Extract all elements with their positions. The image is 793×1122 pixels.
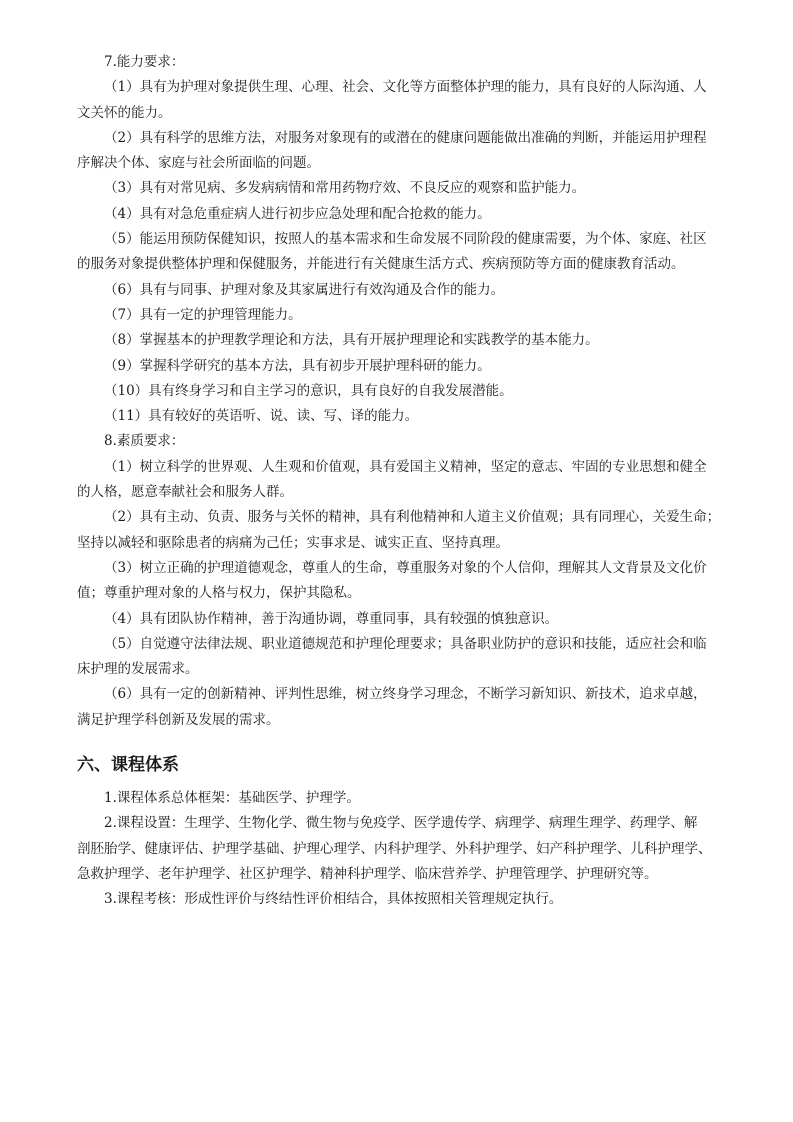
ability-title: 7.能力要求： — [104, 54, 185, 70]
ability-item-10: （10）具有终身学习和自主学习的意识，具有良好的自我发展潜能。 — [104, 382, 513, 399]
quality-item-1-cont: 的人格，愿意奉献社会和服务人群。 — [77, 484, 293, 501]
ability-item-3: （3）具有对常见病、多发病病情和常用药物疗效、不良反应的观察和监护能力。 — [104, 180, 586, 197]
quality-item-5: （5）自觉遵守法律法规、职业道德规范和护理伦理要求；具备职业防护的意识和技能，适应社会和临 — [104, 635, 707, 652]
quality-title: 8.素质要求： — [104, 433, 185, 450]
ability-item-1: （1）具有为护理对象提供生理、心理、社会、文化等方面整体护理的能力，具有良好的人际沟通、人 — [104, 79, 707, 96]
ability-item-2-cont: 序解决个体、家庭与社会所面临的问题。 — [77, 155, 320, 172]
ability-item-1-cont: 文关怀的能力。 — [77, 104, 172, 121]
ability-item-7: （7）具有一定的护理管理能力。 — [104, 306, 302, 323]
quality-item-2: （2）具有主动、负责、服务与关怀的精神，具有利他精神和人道主义价值观；具有同理心，关爱生命； — [104, 509, 721, 526]
curriculum-item-2-cont-2: 急救护理学、老年护理学、社区护理学、精神科护理学、临床营养学、护理管理学、护理研究等。 — [77, 865, 658, 882]
ability-item-11: （11）具有较好的英语听、说、读、写、译的能力。 — [104, 408, 419, 425]
quality-item-4: （4）具有团队协作精神，善于沟通协调，尊重同事，具有较强的慎独意识。 — [104, 610, 559, 627]
curriculum-item-3: 3.课程考核：形成性评价与终结性评价相结合，具体按照相关管理规定执行。 — [104, 891, 563, 908]
quality-item-3-cont: 值；尊重护理对象的人格与权力，保护其隐私。 — [77, 585, 361, 602]
curriculum-item-1: 1.课程体系总体框架：基础医学、护理学。 — [104, 790, 360, 807]
quality-item-6: （6）具有一定的创新精神、评判性思维，树立终身学习理念，不断学习新知识、新技术，追求卓越， — [104, 686, 707, 703]
ability-item-5: （5）能运用预防保健知识，按照人的基本需求和生命发展不同阶段的健康需要，为个体、家庭、社区 — [104, 231, 707, 248]
curriculum-item-2-cont-1: 剖胚胎学、健康评估、护理学基础、护理心理学、内科护理学、外科护理学、妇产科护理学、儿科护理学、 — [77, 840, 712, 857]
section-heading-curriculum: 六、课程体系 — [77, 755, 179, 776]
ability-item-4: （4）具有对急危重症病人进行初步应急处理和配合抢救的能力。 — [104, 205, 491, 222]
ability-item-2: （2）具有科学的思维方法，对服务对象现有的或潜在的健康问题能做出准确的判断，并能运用护理程 — [104, 129, 707, 146]
quality-item-6-cont: 满足护理学科创新及发展的需求。 — [77, 711, 280, 728]
quality-item-2-cont: 坚持以减轻和驱除患者的病痛为己任；实事求是、诚实正直、坚持真理。 — [77, 534, 509, 551]
ability-item-8: （8）掌握基本的护理教学理论和方法，具有开展护理理论和实践教学的基本能力。 — [104, 332, 599, 349]
quality-item-5-cont: 床护理的发展需求。 — [77, 661, 199, 678]
ability-item-6: （6）具有与同事、护理对象及其家属进行有效沟通及合作的能力。 — [104, 281, 505, 298]
quality-item-1: （1）树立科学的世界观、人生观和价值观，具有爱国主义精神，坚定的意志、牢固的专业思想和健全 — [104, 458, 707, 475]
quality-item-3: （3）树立正确的护理道德观念，尊重人的生命，尊重服务对象的个人信仰，理解其人文背景及文化价 — [104, 559, 707, 576]
curriculum-item-2: 2.课程设置：生理学、生物化学、微生物与免疫学、医学遗传学、病理学、病理生理学、药理学、解 — [104, 815, 698, 832]
ability-item-5-cont: 的服务对象提供整体护理和保健服务，并能进行有关健康生活方式、疾病预防等方面的健康教育活动。 — [77, 256, 685, 273]
ability-item-9: （9）掌握科学研究的基本方法，具有初步开展护理科研的能力。 — [104, 357, 491, 374]
document-page — [77, 50, 727, 913]
